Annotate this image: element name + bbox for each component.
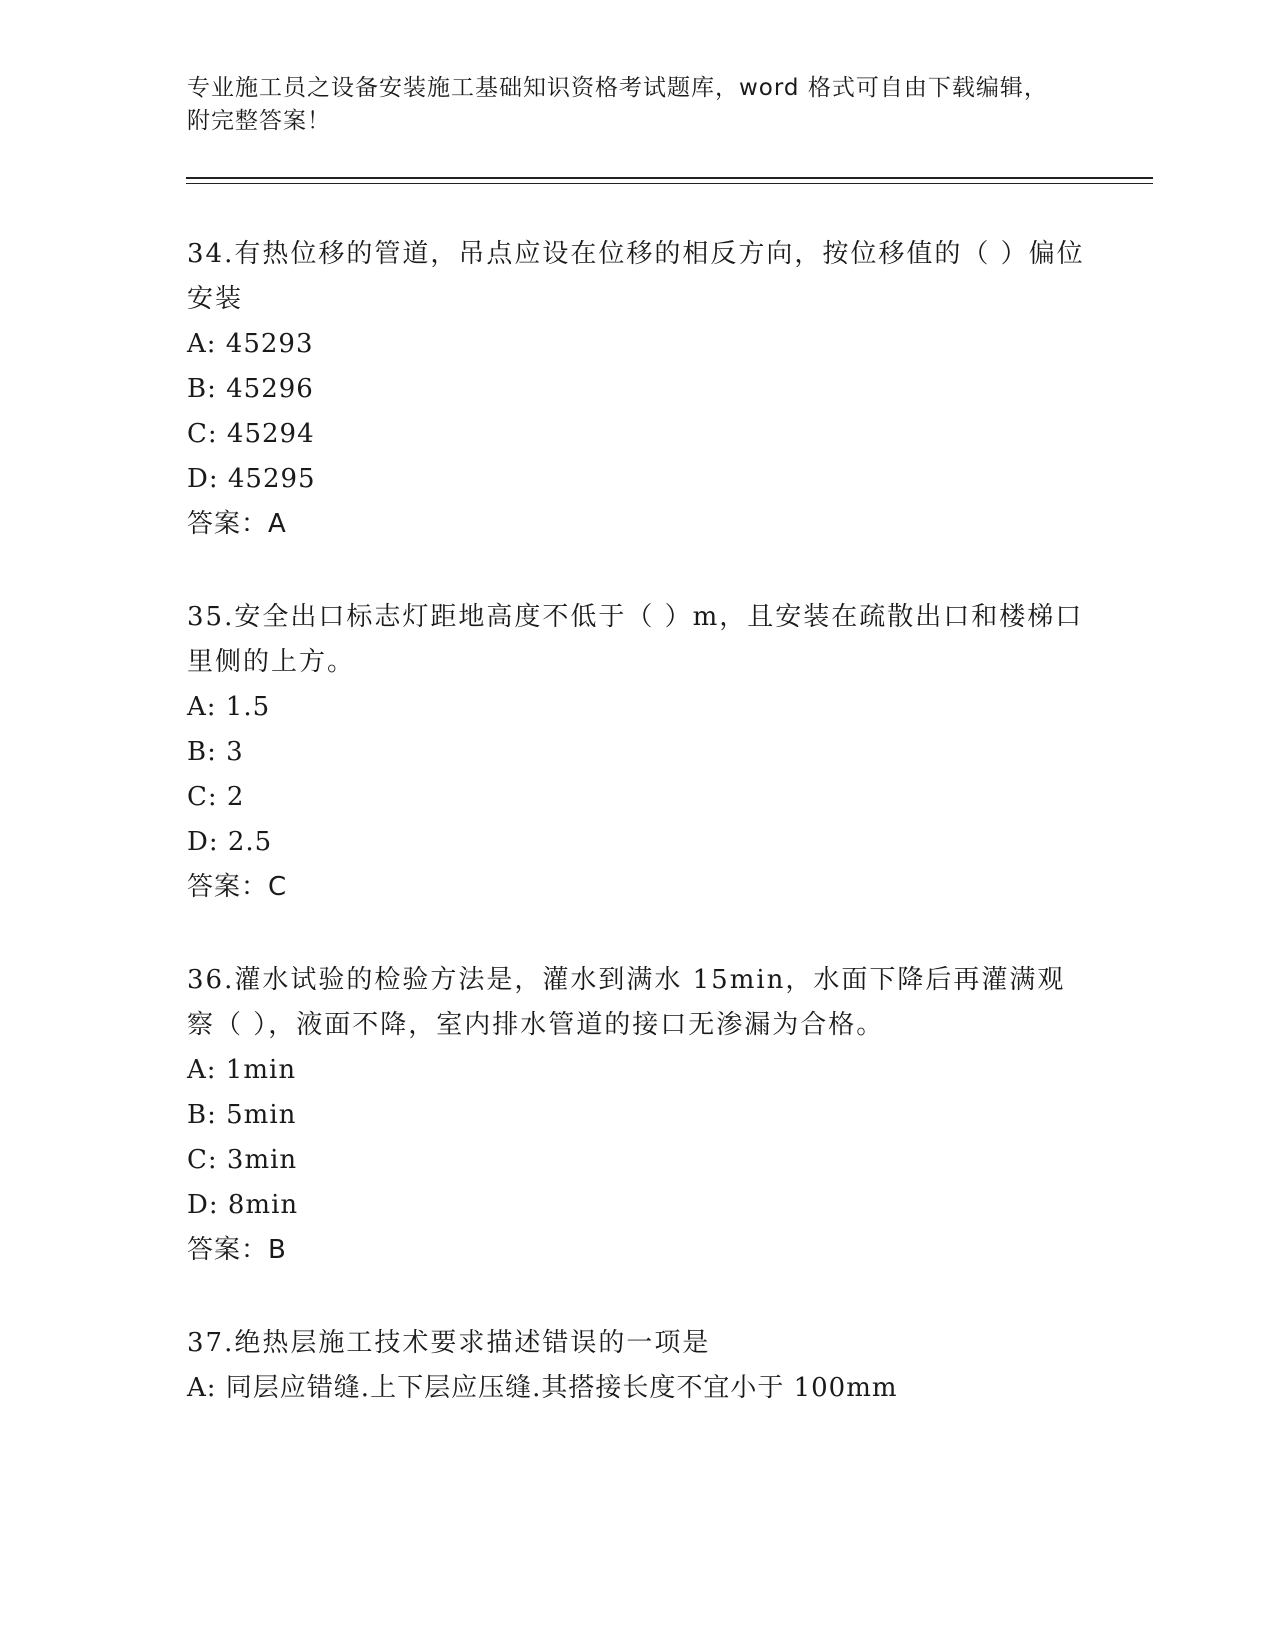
question-text: 35.安全出口标志灯距地高度不低于（ ）m，且安装在疏散出口和楼梯口里侧的上方。 <box>187 602 1084 677</box>
header-line-2: 附完整答案！ <box>187 108 331 134</box>
option-d: D: 2.5 <box>187 827 273 857</box>
answer: 答案：B <box>187 1235 287 1265</box>
question-text: 34.有热位移的管道，吊点应设在位移的相反方向，按位移值的（ ）偏位安装 <box>187 239 1085 314</box>
question-35 <box>187 595 1087 910</box>
question-37 <box>187 1321 1087 1411</box>
option-c: C: 3min <box>187 1145 298 1175</box>
option-d: D: 45295 <box>187 464 316 494</box>
question-34 <box>187 232 1087 547</box>
answer: 答案：C <box>187 872 288 902</box>
option-b: B: 5min <box>187 1100 297 1130</box>
answer: 答案：A <box>187 509 287 539</box>
option-b: B: 3 <box>187 737 244 767</box>
document-header <box>187 72 1087 138</box>
header-divider-thick <box>186 177 1153 179</box>
option-a: A: 1min <box>187 1055 297 1085</box>
option-c: C: 45294 <box>187 419 315 449</box>
question-text: 37.绝热层施工技术要求描述错误的一项是 <box>187 1328 711 1358</box>
option-a: A: 1.5 <box>187 692 271 722</box>
header-divider-thin <box>186 183 1153 184</box>
option-a: A: 45293 <box>187 329 314 359</box>
option-d: D: 8min <box>187 1190 299 1220</box>
option-c: C: 2 <box>187 782 245 812</box>
option-a: A: 同层应错缝.上下层应压缝.其搭接长度不宜小于 100mm <box>187 1373 898 1403</box>
option-b: B: 45296 <box>187 374 314 404</box>
question-36 <box>187 958 1087 1273</box>
question-text: 36.灌水试验的检验方法是，灌水到满水 15min，水面下降后再灌满观察（ ），液面不降，室内排水管道的接口无渗漏为合格。 <box>187 965 1066 1040</box>
header-line-1: 专业施工员之设备安装施工基础知识资格考试题库，word 格式可自由下载编辑， <box>187 75 1048 101</box>
